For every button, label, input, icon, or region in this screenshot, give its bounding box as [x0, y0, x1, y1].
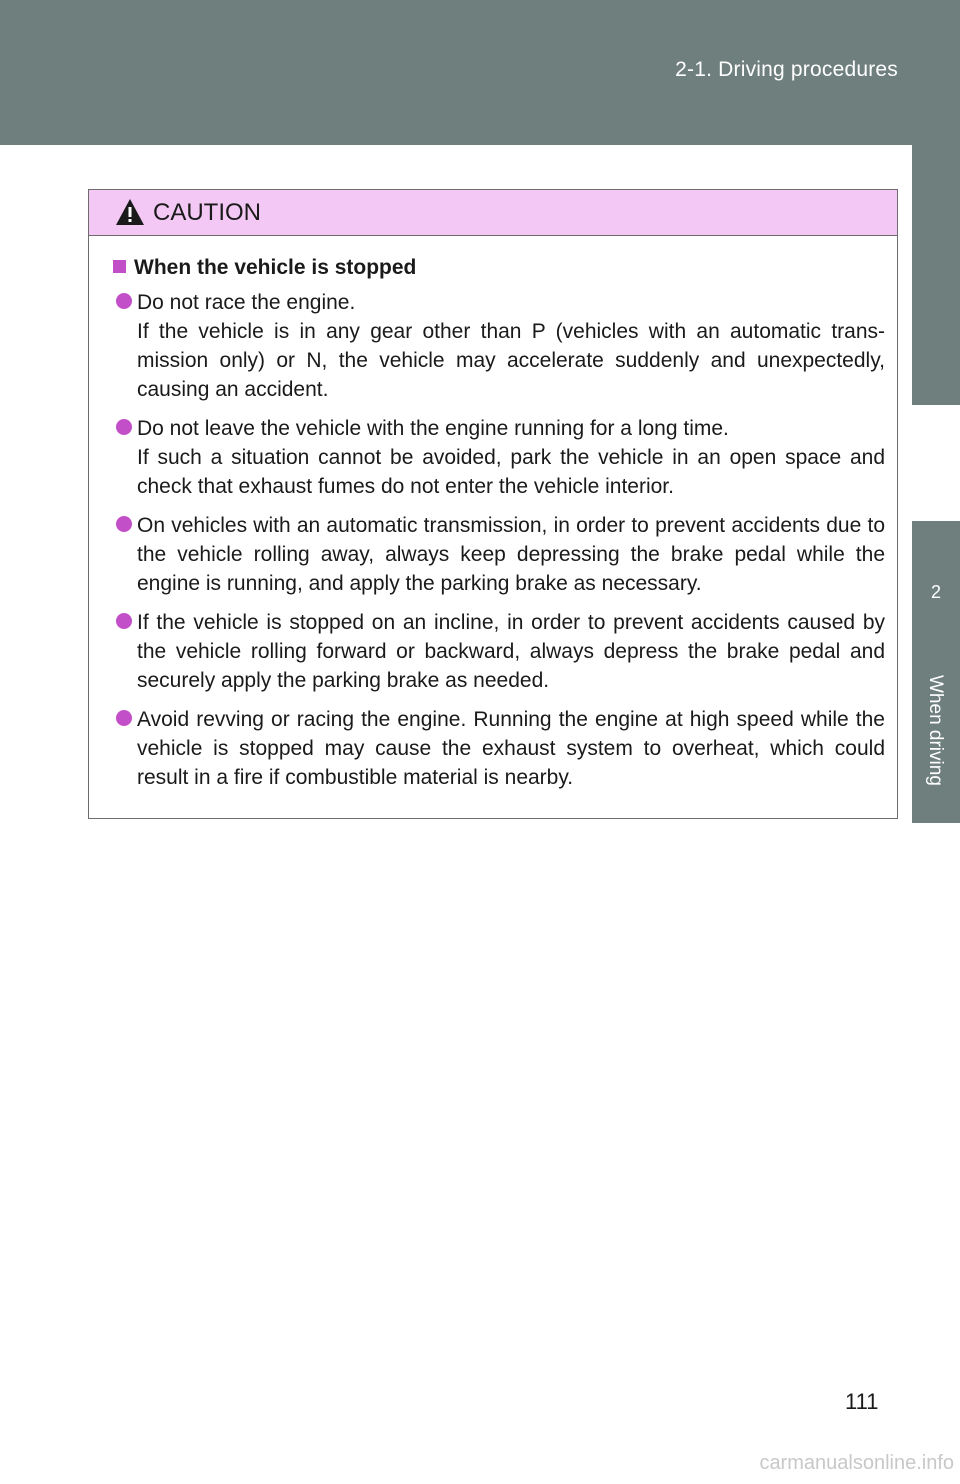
warning-triangle-icon [115, 198, 145, 226]
list-item [113, 705, 885, 792]
section-title: 2-1. Driving procedures [675, 58, 898, 81]
item-body: If the vehicle is in any gear other than P (vehicles with an automatic trans-mission only) or N, the vehicle may accelerate suddenly and unexpectedly, causing an accident. [137, 320, 885, 401]
section-heading [113, 256, 416, 280]
list-item [113, 511, 885, 598]
item-body: If such a situation cannot be avoided, park the vehicle in an open space and check that exhaust fumes do not enter the vehicle interior. [137, 446, 885, 498]
chapter-side-tab [912, 145, 960, 1484]
caution-title: CAUTION [153, 199, 261, 226]
item-body: On vehicles with an automatic transmission, in order to prevent accidents due to the vehicle rolling away, always keep depressing the brake pedal while the engine is running, and apply the parking brake as necessary. [137, 514, 885, 595]
page-header [0, 0, 960, 145]
circle-bullet-icon [116, 516, 132, 532]
watermark: carmanualsonline.info [759, 1452, 954, 1474]
item-lead: Do not leave the vehicle with the engine running for a long time. [137, 417, 729, 440]
caution-box [88, 189, 898, 819]
caution-header [89, 190, 897, 236]
side-tab-band [912, 145, 960, 405]
circle-bullet-icon [116, 419, 132, 435]
section-heading-text: When the vehicle is stopped [134, 256, 417, 279]
list-item [113, 414, 885, 501]
item-body: Avoid revving or racing the engine. Running the engine at high speed while the vehicle is stopped may cause the exhaust system to overheat, which could result in a fire if combustible material is nearby. [137, 708, 885, 789]
item-body: If the vehicle is stopped on an incline, in order to prevent accidents caused by the vehicle rolling forward or backward, always depress the brake pedal and securely apply the parking brake as needed. [137, 611, 885, 692]
item-lead: Do not race the engine. [137, 291, 356, 314]
list-item [113, 608, 885, 695]
circle-bullet-icon [116, 613, 132, 629]
chapter-label: When driving [925, 675, 946, 786]
circle-bullet-icon [116, 710, 132, 726]
list-item [113, 288, 885, 404]
circle-bullet-icon [116, 293, 132, 309]
chapter-number: 2 [912, 521, 960, 663]
caution-list [113, 288, 885, 802]
square-bullet-icon [113, 260, 126, 273]
chapter-label-block [912, 663, 960, 823]
page-number: 111 [845, 1389, 879, 1414]
